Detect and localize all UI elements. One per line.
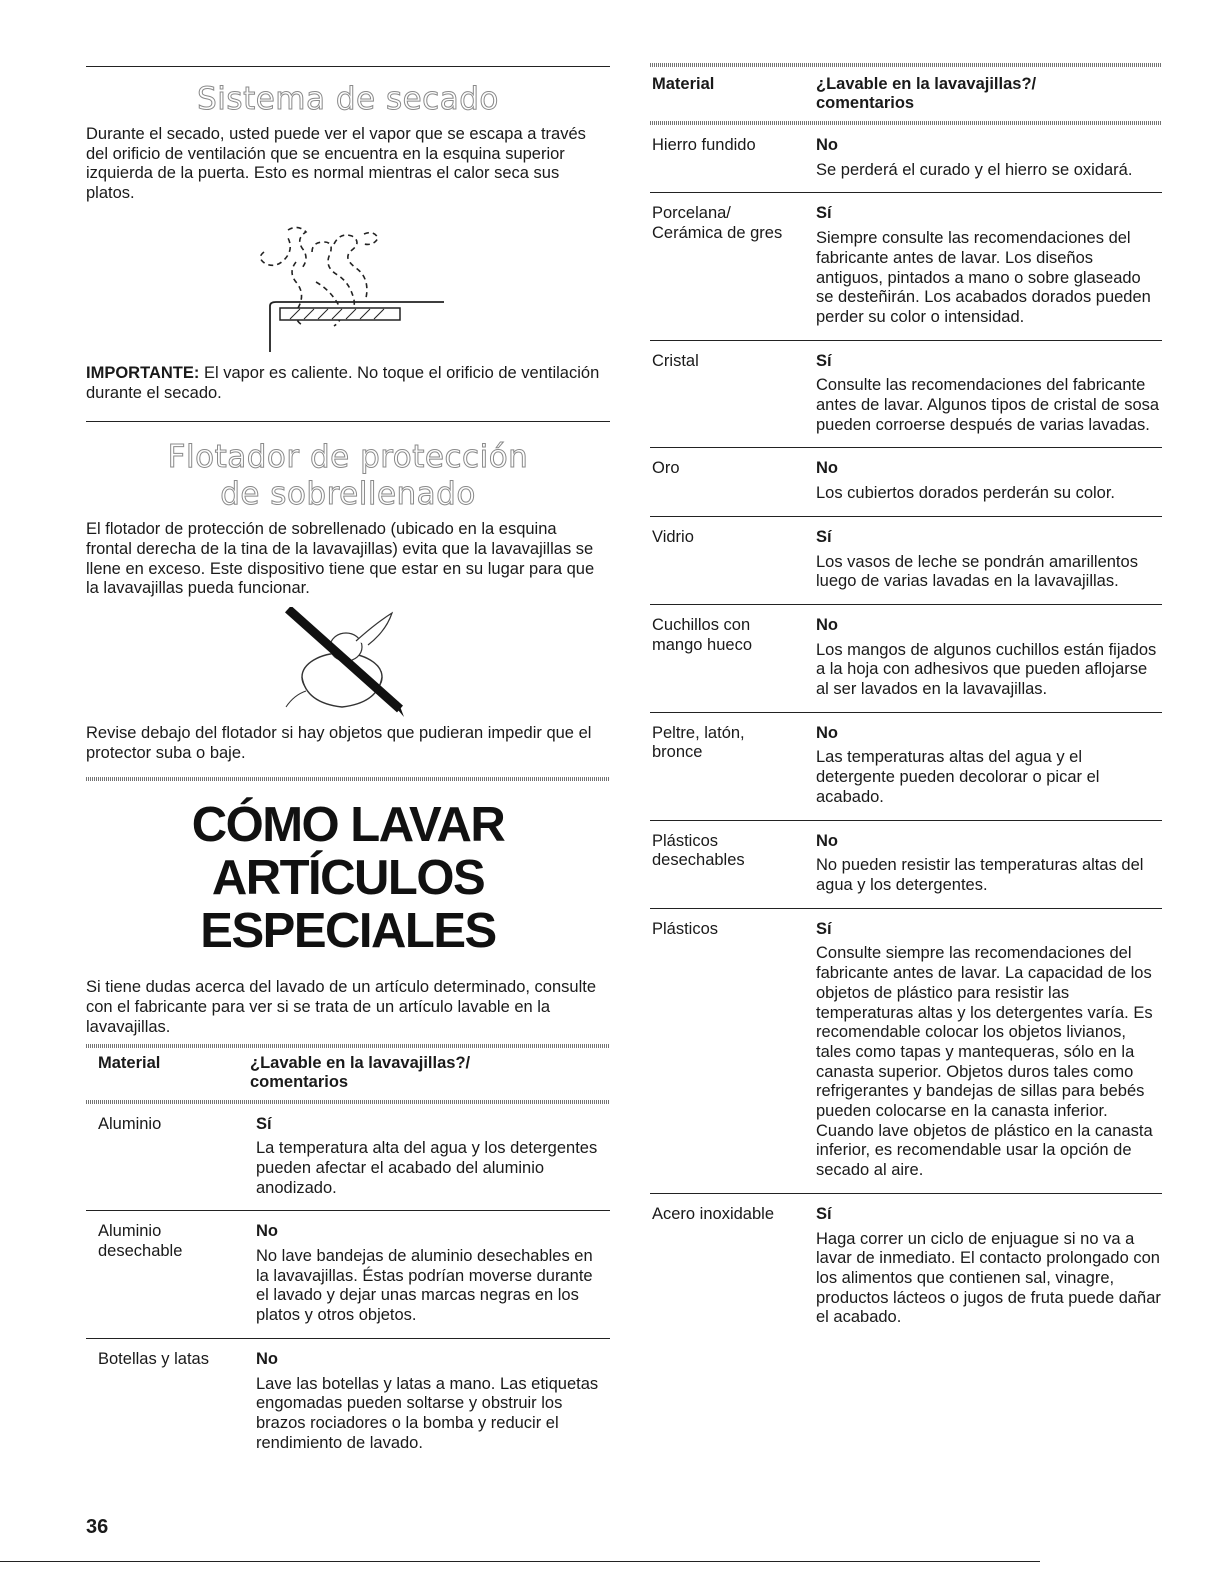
comment-text: La temperatura alta del agua y los detergentes pueden afectar el acabado del aluminio anodizado.	[256, 1139, 598, 1197]
comment-text: Siempre consulte las recomendaciones del fabricante antes de lavar. Los diseños antiguos, pintados a mano o sobre glaseado se desteñirán. Los acabados dorados pueden perder su color o intensidad.	[816, 229, 1151, 326]
material-cell: Cuchillos con mango hueco	[652, 615, 752, 654]
comment-text: No pueden resistir las temperaturas altas del agua y los detergentes.	[816, 856, 1144, 894]
header-washable	[250, 1054, 610, 1092]
table-row	[86, 1338, 610, 1466]
washable-cell	[816, 920, 1162, 1181]
comment-text: Los mangos de algunos cuchillos están fijados a la hoja con adhesivos que pueden aflojarse al ser lavados en la lavavajillas.	[816, 640, 1157, 699]
header-washable-line1: ¿Lavable en la lavavajillas?/	[816, 75, 1037, 93]
table-row	[650, 908, 1162, 1193]
washable-cell	[816, 1205, 1162, 1328]
float-text: El flotador de protección de sobrellenado (ubicado en la esquina frontal derecha de la tina de la lavavajillas) evita que la lavavajillas se llene en exceso. Este dispositivo tiene que estar en su lugar para que la lavavajillas pueda funcionar.	[86, 520, 595, 598]
washable-cell	[816, 136, 1162, 180]
steam-vent-icon	[254, 222, 444, 352]
section-rule	[86, 66, 610, 67]
overfill-float-icon	[282, 607, 422, 719]
comment-text: Lave las botellas y latas a mano. Las etiquetas engomadas pueden soltarse y obstruir los brazos rociadores o la bomba y reducir el rendimiento de lavado.	[256, 1374, 599, 1452]
comment-text: Las temperaturas altas del agua y el detergente pueden decolorar o picar el acabado.	[816, 748, 1100, 806]
table-row	[650, 1193, 1162, 1340]
comment-text: Haga correr un ciclo de enjuague si no va a lavar de inmediato. El contacto prolongado con los alimentos que contienen sal, vinagre, productos lácteos o jugos de fruta puede dañar el acabado.	[816, 1229, 1161, 1327]
dotted-rule	[86, 777, 610, 781]
verdict-text: No	[256, 1349, 278, 1368]
left-column	[86, 66, 610, 1465]
header-material: Material	[98, 1053, 161, 1072]
verdict-text: No	[256, 1222, 278, 1241]
table-row	[650, 516, 1162, 604]
material-cell: Hierro fundido	[652, 136, 756, 154]
footer-rule	[0, 1561, 1040, 1562]
washable-cell	[816, 832, 1162, 896]
table-row	[650, 340, 1162, 448]
dotted-rule	[86, 1100, 610, 1104]
special-intro: Si tiene dudas acerca del lavado de un artículo determinado, consulte con el fabricante para ver si se trata de un artículo lavable en la lavavajillas.	[86, 978, 596, 1036]
header-washable	[816, 75, 1162, 113]
drying-text: Durante el secado, usted puede ver el vapor que se escapa a través del orificio de ventilación que se encuentra en la esquina superior izquierda de la puerta. Esto es normal mientras el calor seca sus platos.	[86, 125, 586, 203]
special-title-line1: CÓMO LAVAR	[191, 798, 505, 853]
important-label: IMPORTANTE:	[86, 363, 200, 382]
header-washable-line1: ¿Lavable en la lavavajillas?/	[250, 1053, 471, 1072]
washable-cell	[816, 204, 1162, 327]
material-cell: Acero inoxidable	[652, 1204, 774, 1223]
table-row	[650, 820, 1162, 908]
washable-cell	[816, 459, 1162, 503]
dotted-rule	[650, 121, 1162, 125]
table-row	[650, 604, 1162, 712]
table-row	[650, 192, 1162, 339]
special-title-line2: ARTÍCULOS	[211, 851, 485, 906]
material-cell: Plásticos	[652, 919, 719, 938]
special-items-title	[86, 799, 610, 958]
dotted-rule	[650, 63, 1162, 67]
float-text-2: Revise debajo del flotador si hay objetos que pudieran impedir que el protector suba o baje.	[86, 724, 592, 762]
material-cell: Aluminio	[98, 1114, 162, 1133]
comment-text: Los vasos de leche se pondrán amarillentos luego de varias lavadas en la lavavajillas.	[816, 552, 1138, 591]
header-material: Material	[652, 75, 715, 93]
left-table-body	[86, 1104, 610, 1466]
important-text: El vapor es caliente. No toque el orificio de ventilación durante el secado.	[86, 363, 600, 402]
header-washable-line2: comentarios	[816, 94, 915, 112]
comment-text: Consulte siempre las recomendaciones del fabricante antes de lavar. La capacidad de los objetos de plástico para resistir las temperaturas altas y los detergentes varía. Es recomendable colocar los objetos livianos, tales como tapas y mantequeras, sólo en la canasta superior. Objetos duros tales como refrigerantes y bandejas de sillas para bebés pueden colocarse en la canasta inferior. Cuando lave objetos de plástico en la canasta inferior, es recomendable usar la opción de secado al aire.	[816, 944, 1153, 1180]
verdict-text: Sí	[816, 351, 832, 370]
washable-cell	[256, 1222, 610, 1326]
comment-text: Se perderá el curado y el hierro se oxidará.	[816, 160, 1133, 179]
table-row	[650, 447, 1162, 515]
right-table-body	[650, 125, 1162, 1340]
header-washable-line2: comentarios	[250, 1072, 349, 1091]
important-note	[86, 364, 600, 403]
page-number: 36	[86, 1516, 109, 1538]
verdict-text: No	[816, 831, 838, 850]
special-title-line3: ESPECIALES	[200, 904, 496, 959]
right-column	[650, 63, 1162, 1340]
material-cell: Porcelana/ Cerámica de gres	[652, 204, 783, 243]
comment-text: Los cubiertos dorados perderán su color.	[816, 484, 1116, 503]
drying-title: Sistema de secado	[197, 81, 499, 117]
dotted-rule	[86, 1044, 610, 1048]
comment-text: Consulte las recomendaciones del fabricante antes de lavar. Algunos tipos de cristal de sosa pueden corroerse después de varias lavadas.	[816, 376, 1160, 434]
washable-cell	[816, 352, 1162, 436]
washable-cell	[816, 528, 1162, 592]
washable-cell	[256, 1350, 610, 1454]
material-cell: Plásticos desechables	[652, 831, 745, 870]
table-header	[650, 67, 1162, 121]
table-row	[650, 712, 1162, 820]
material-cell: Peltre, latón, bronce	[652, 723, 745, 762]
verdict-text: Sí	[816, 527, 832, 546]
verdict-text: No	[816, 615, 838, 634]
verdict-text: No	[816, 723, 838, 742]
verdict-text: Sí	[816, 204, 832, 223]
washable-cell	[256, 1115, 610, 1199]
material-cell: Cristal	[652, 351, 699, 370]
section-rule	[86, 421, 610, 422]
verdict-text: No	[816, 459, 838, 478]
material-cell: Aluminio desechable	[98, 1222, 183, 1261]
washable-cell	[816, 616, 1162, 700]
table-row	[86, 1104, 610, 1211]
material-cell: Botellas y latas	[98, 1349, 209, 1368]
table-row	[650, 125, 1162, 192]
verdict-text: Sí	[816, 1204, 832, 1223]
washable-cell	[816, 724, 1162, 808]
verdict-text: No	[816, 136, 838, 154]
verdict-text: Sí	[816, 919, 832, 938]
comment-text: No lave bandejas de aluminio desechables en la lavavajillas. Éstas podrían moverse durante el lavado y dejar unas marcas negras en los platos y otros objetos.	[256, 1247, 593, 1325]
table-row	[86, 1210, 610, 1338]
table-header	[86, 1048, 610, 1100]
float-title-line2: de sobrellenado	[220, 476, 476, 513]
verdict-text: Sí	[256, 1114, 272, 1133]
material-cell: Oro	[652, 459, 680, 478]
float-title-line1: Flotador de protección	[167, 439, 529, 476]
material-cell: Vidrio	[652, 527, 694, 546]
